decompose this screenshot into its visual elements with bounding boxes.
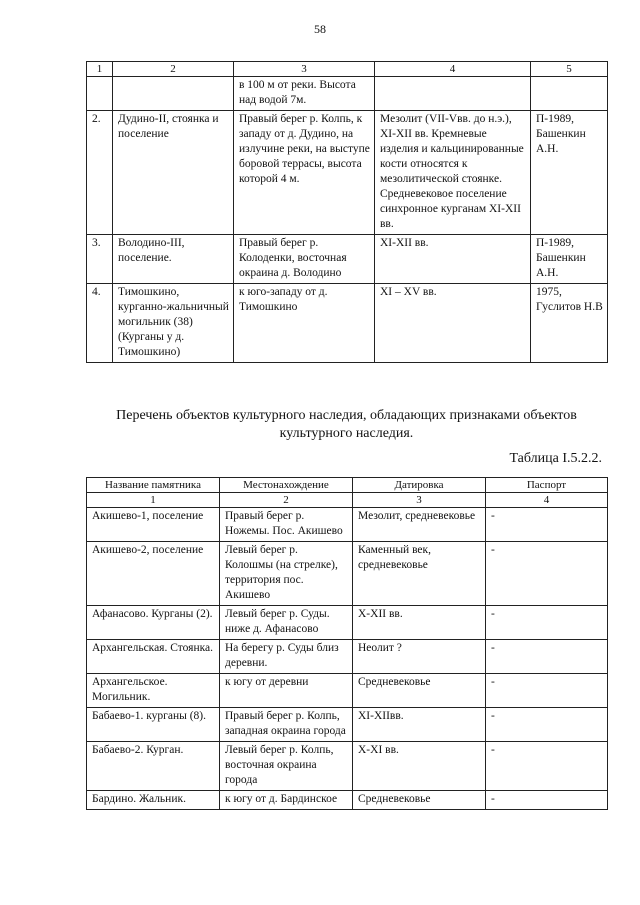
table2-number-row [87, 493, 608, 508]
column-number: 2 [220, 493, 353, 508]
column-header: Местонахождение [220, 478, 353, 493]
cell-location: Правый берег р. Колпь, западная окраина города [220, 708, 353, 742]
cell-dating: X-XII вв. [353, 606, 486, 640]
page-number: 58 [314, 22, 326, 36]
cell-passport: - [486, 791, 608, 810]
table1-col-number: 1 [87, 62, 113, 77]
column-number: 4 [486, 493, 608, 508]
heritage-objects-table [86, 477, 608, 810]
column-header: Паспорт [486, 478, 608, 493]
cell-name: Архангельская. Стоянка. [87, 640, 220, 674]
cell-passport: - [486, 674, 608, 708]
table2-header-row [87, 478, 608, 493]
table-row [87, 674, 608, 708]
table-row [87, 640, 608, 674]
cell-location: к юго-западу от д. Тимошкино [234, 284, 375, 363]
cell-dating: Средневековье [353, 674, 486, 708]
column-number: 3 [353, 493, 486, 508]
cell-name [113, 77, 234, 111]
table-row [87, 235, 608, 284]
cell-dating: Каменный век, средневековье [353, 542, 486, 606]
cell-passport: - [486, 640, 608, 674]
cell-name: Архангельское. Могильник. [87, 674, 220, 708]
cell-name: Дудино-II, стоянка и поселение [113, 111, 234, 235]
table-label: Таблица I.5.2.2. [509, 451, 602, 466]
cell-location: к югу от деревни [220, 674, 353, 708]
cell-location: Правый берег р. Ножемы. Пос. Акишево [220, 508, 353, 542]
cell-passport: - [486, 742, 608, 791]
cell-passport: П-1989, Башенкин А.Н. [531, 111, 608, 235]
cell-name: Володино-III, поселение. [113, 235, 234, 284]
table-row [87, 508, 608, 542]
table-row [87, 742, 608, 791]
cell-dating: X-XI вв. [353, 742, 486, 791]
cell-index: 4. [87, 284, 113, 363]
cell-location: Правый берег р. Колоденки, восточная окраина д. Володино [234, 235, 375, 284]
table1-col-number: 4 [375, 62, 531, 77]
column-header: Название памятника [87, 478, 220, 493]
cell-passport: 1975, Гуслитов Н.В [531, 284, 608, 363]
table1-body [87, 62, 608, 363]
cell-index: 2. [87, 111, 113, 235]
cell-name: Акишево-1, поселение [87, 508, 220, 542]
column-header: Датировка [353, 478, 486, 493]
cell-name: Тимошкино, курганно-жальничный могильник (38)(Курганы у д. Тимошкино) [113, 284, 234, 363]
cell-dating: Мезолит (VII-Vвв. до н.э.), XI-XII вв. Кремневые изделия и кальцинированные кости относятся к мезолитической стоянке. Средневековое поселение синхронное курганам XI-XII вв. [375, 111, 531, 235]
table1-header-row [87, 62, 608, 77]
cell-dating: Мезолит, средневековье [353, 508, 486, 542]
table1-col-number: 2 [113, 62, 234, 77]
cell-dating: XI – XV вв. [375, 284, 531, 363]
monuments-table-continued [86, 61, 608, 363]
cell-location: Левый берег р. Суды. ниже д. Афанасово [220, 606, 353, 640]
cell-index [87, 77, 113, 111]
table1-col-number: 5 [531, 62, 608, 77]
cell-passport: - [486, 542, 608, 606]
table-row [87, 111, 608, 235]
cell-name: Афанасово. Курганы (2). [87, 606, 220, 640]
cell-passport: - [486, 508, 608, 542]
cell-dating: Средневековье [353, 791, 486, 810]
cell-name: Бардино. Жальник. [87, 791, 220, 810]
table-row [87, 542, 608, 606]
cell-location: Правый берег р. Колпь, к западу от д. Дудино, на излучине реки, на выступе боровой террасы, высота которой 4 м. [234, 111, 375, 235]
cell-name: Бабаево-1. курганы (8). [87, 708, 220, 742]
cell-index: 3. [87, 235, 113, 284]
cell-dating: Неолит ? [353, 640, 486, 674]
cell-dating: XI-XII вв. [375, 235, 531, 284]
cell-location: Левый берег р. Колошмы (на стрелке), территория пос. Акишево [220, 542, 353, 606]
cell-passport: П-1989, Башенкин А.Н. [531, 235, 608, 284]
cell-passport [531, 77, 608, 111]
cell-location: в 100 м от реки. Высота над водой 7м. [234, 77, 375, 111]
cell-name: Бабаево-2. Курган. [87, 742, 220, 791]
table1-col-number: 3 [234, 62, 375, 77]
table-row [87, 791, 608, 810]
cell-passport: - [486, 708, 608, 742]
table-row [87, 77, 608, 111]
cell-passport: - [486, 606, 608, 640]
section-heading: Перечень объектов культурного наследия, обладающих признаками объектов культурного наследия. [116, 408, 577, 441]
column-number: 1 [87, 493, 220, 508]
cell-name: Акишево-2, поселение [87, 542, 220, 606]
cell-dating [375, 77, 531, 111]
cell-location: На берегу р. Суды близ деревни. [220, 640, 353, 674]
table-row [87, 284, 608, 363]
table-row [87, 708, 608, 742]
cell-location: Левый берег р. Колпь, восточная окраина города [220, 742, 353, 791]
table2-body [87, 478, 608, 810]
cell-location: к югу от д. Бардинское [220, 791, 353, 810]
cell-dating: XI-XIIвв. [353, 708, 486, 742]
table-row [87, 606, 608, 640]
